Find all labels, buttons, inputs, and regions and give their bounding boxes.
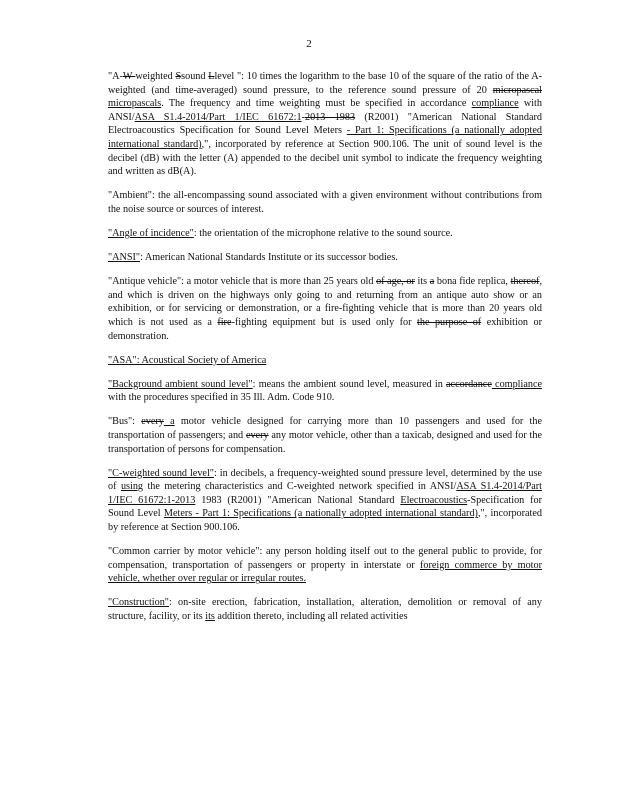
definition-paragraph [108,596,542,623]
deleted-text: L [208,71,215,82]
text-run: - [301,111,305,123]
text-run: -fighting equipment but is used only for [231,316,418,328]
inserted-text: "Angle of incidence" [108,227,194,239]
inserted-text: micropascals [108,98,162,110]
text-run: weighted [135,71,176,82]
text-run: ,", incorporated by reference at Section 900.106. The unit of sound level is the decibel (dB) with the letter (A) appended to the decibel unit symbol to indicate the frequency weighting and written as dB(A). [108,138,543,178]
deleted-text: S [175,71,182,82]
text-run: level ": 10 times the logarithm to the base 10 of the square of the ratio of the A-weighted (and time-averaged) sound pressure, to the reference sound pressure of 20 [108,71,542,96]
inserted-text: "Background ambient sound level" [108,378,253,390]
text-run: its [414,276,430,288]
text-run: (R2001) "American National Standard Electroacoustics Specification for Sound Level Meters [108,111,542,137]
definition-paragraph [108,275,542,343]
text-run: : in decibels, a frequency-weighted sound pressure level, determined by the use of [108,467,542,493]
definition-paragraph [108,189,542,216]
inserted-text: its [205,611,215,622]
definition-paragraph [108,467,542,535]
inserted-text: compliance [491,378,542,390]
deleted-text: 2013 1983 [304,111,356,123]
text-run: addition thereto, including all related activities [214,611,408,622]
deleted-text: thereof [510,276,540,288]
text-run: : on-site erection, fabrication, installation, alteration, demolition or removal of any structure, facility, or its [108,597,542,622]
text-run: "Ambient": the all-encompassing sound associated with a given environment without contributions from the noise source or sources of interest. [108,190,542,215]
text-run: "Antique vehicle": a motor vehicle that is more than 25 years old [108,276,377,288]
definition-paragraph [108,354,542,368]
text-run: sound [181,71,209,82]
page-number: 2 [306,38,312,50]
inserted-text: "ASA": Acoustical Society of America [108,354,267,366]
definition-paragraph [108,70,542,179]
inserted-text: - Part 1: Specifications (a nationally adopted international standard) [108,125,542,150]
inserted-text: using [120,481,144,493]
definition-paragraph [108,415,542,456]
text-run: "Bus": [108,416,142,428]
inserted-text: "C-weighted sound level" [108,467,214,479]
definition-paragraph [108,545,542,586]
deleted-text: a [429,276,435,288]
inserted-text: Electroacoustics [400,494,468,506]
text-run: exhibition or demonstration. [108,316,542,342]
inserted-text: a [163,416,175,428]
text-run: with ANSI/ [108,98,542,123]
definition-paragraph [108,378,542,405]
deleted-text: every [141,416,164,428]
inserted-text: Meters - Part 1: Specifications (a nationally adopted international standard) [163,508,478,520]
definition-paragraph [108,251,542,265]
text-run: , and which is driven on the highways only going to and returning from an antique auto show or an exhibition, or for servicing or demonstration, or a fire-fighting vehicle that is more than 20 years old which is not used as a [108,276,542,328]
text-run: ,", incorporated by reference at Section 900.106. [108,508,543,534]
text-run: "Common carrier by motor vehicle": any person holding itself out to the general public to provide, for compensation, transportation of passengers or property in interstate or [108,546,542,571]
text-run: 1983 (R2001) "American National Standard [195,494,401,506]
text-run: . The frequency and time weighting must be specified in accordance [161,98,472,110]
deleted-text: W- [122,71,136,82]
text-run: bona fide replica, [434,276,511,288]
text-run: -Specification for Sound Level [108,494,542,520]
inserted-text: ASA S1.4-2014/Part 1/IEC 61672:1-2013 [108,481,542,506]
definition-paragraph [108,227,542,241]
deleted-text: the purpose of [417,316,482,328]
document-body [108,70,542,634]
text-run: motor vehicle designed for carrying more than 10 passengers and used for the transportation of passengers; and [108,416,542,441]
deleted-text: accordance [446,378,492,390]
text-run: : American National Standards Institute or its successor bodies. [140,252,398,264]
text-run: the metering characteristics and C-weighted network specified in ANSI/ [143,481,457,493]
text-run: with the procedures specified in 35 Ill. Adm. Code 910. [108,392,335,404]
text-run: : the orientation of the microphone relative to the sound source. [193,227,453,239]
inserted-text: "Construction" [108,597,169,609]
deleted-text: fire [217,316,232,328]
inserted-text: ASA S1.4-2014/Part 1/IEC 61672:1 [134,111,302,123]
deleted-text: of age, or [376,276,415,288]
inserted-text: "ANSI" [108,252,141,264]
deleted-text: micropascal [492,84,542,96]
inserted-text: foreign commerce by motor vehicle, whether over regular or irregular routes. [108,559,542,585]
deleted-text: every [245,429,269,441]
inserted-text: compliance [471,98,519,110]
text-run: : means the ambient sound level, measured in [252,378,447,390]
text-run: "A- [108,71,123,82]
text-run: any motor vehicle, other than a taxicab, designed and used for the transportation of persons for compensation. [108,429,542,455]
